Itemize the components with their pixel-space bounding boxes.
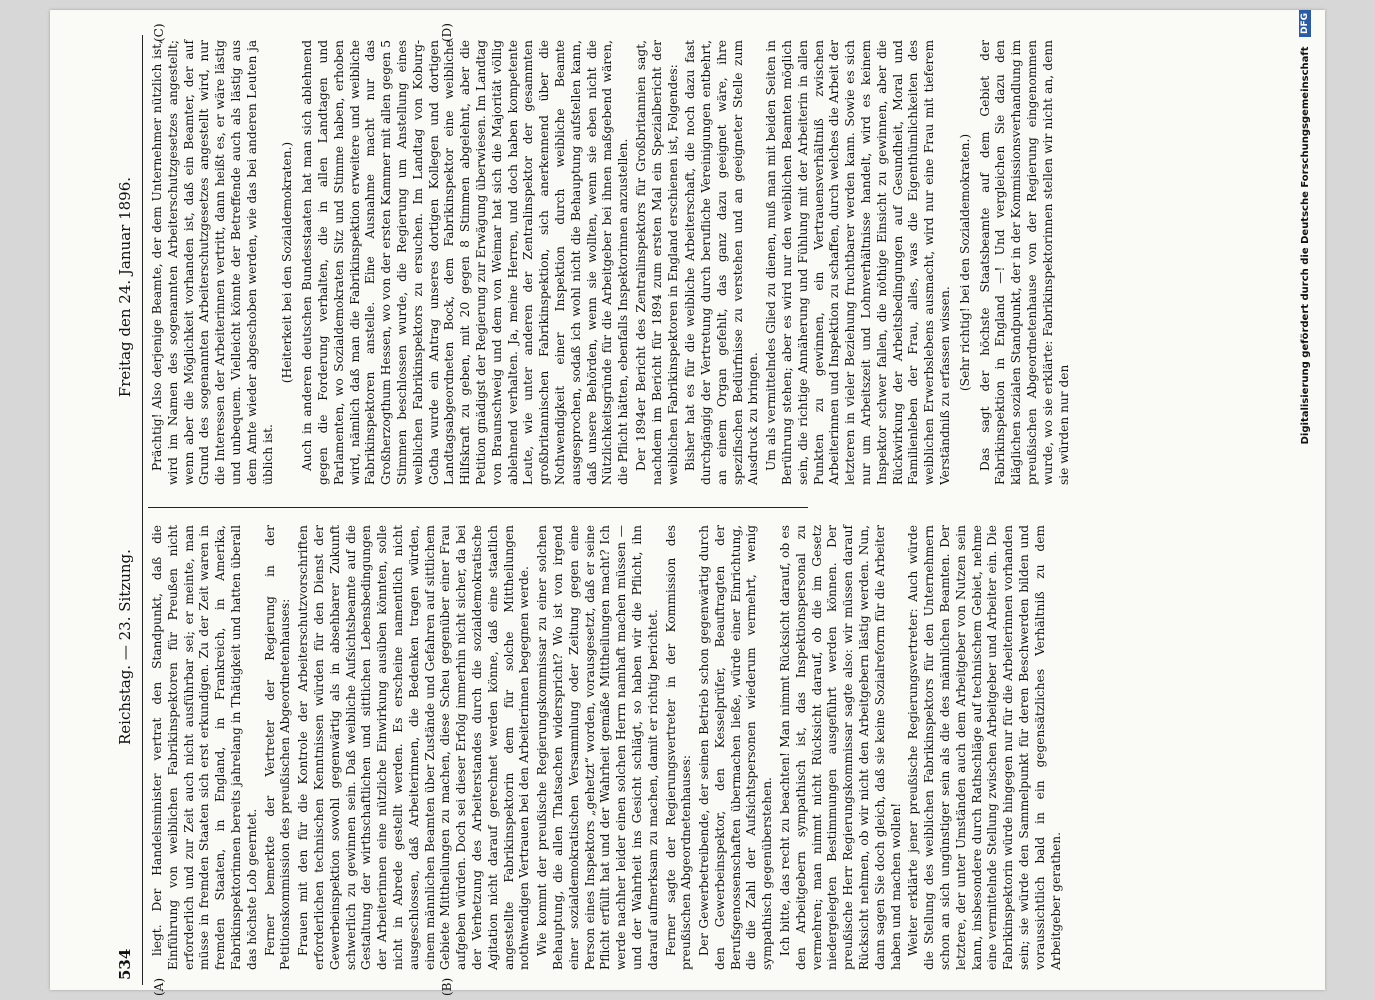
rotated-page [100, 20, 1375, 1000]
paragraph: Der Gewerbetreibende, der seinen Betrieb schon gegenwärtig durch den Gewerbeinspektor, den Kesselprüfer, Beauftragten der Berufsgenossenschaften übermachen ließe, würde einer Einrichtung, die die Zahl der Aufsichtspersonen wiederum vermehrt, wenig sympathisch gegenüberstehen. [697, 525, 775, 970]
margin-marker-a: (A) [152, 977, 166, 996]
session-title: Reichstag. — 23. Sitzung. [116, 549, 134, 745]
paragraph: liegt. Der Handelsminister vertrat den Standpunkt, daß die Einführung von weiblichen Fabrikinspektoren für Preußen nicht erforderlich und zur Zeit auch nicht ausführbar sei; er meinte, man müsse in fremden Staaten sich erst erkundigen. Zu der Zeit waren in fremden Staaten, in England, in Frankreich, in Amerika, Fabrikinspektorinnen bereits jahrelang in Thätigkeit und hatten überall das höchste Lob geerntet. [150, 525, 259, 970]
paragraph: Ich bitte, das recht zu beachten! Man nimmt Rücksicht darauf, ob es den Arbeitgebern sympathisch ist, das Inspektionspersonal zu vermehren; man nimmt nicht Rücksicht darauf, ob die im Gesetz niedergelegten Bestimmungen ausgeführt werden können. Der preußische Herr Regierungskommissar sagte also: wir müssen darauf Rücksicht nehmen, ob wir nicht den Arbeitgebern lästig werden. Nun, dann sagen Sie doch gleich, daß sie keine Sozialreform für die Arbeiter haben und machen wollen! [778, 525, 903, 970]
dfg-logo: DFG [1299, 10, 1311, 37]
margin-marker-b: (B) [440, 977, 454, 996]
paragraph: Ferner bemerkte der Vertreter der Regierung in der Petitionskommission des preußischen Abgeordnetenhauses: [262, 525, 293, 970]
scanned-sheet [50, 10, 1325, 996]
text-column-left [150, 525, 1063, 970]
header-rule [142, 35, 143, 985]
text-column-right [150, 40, 1300, 485]
page-number: 534 [116, 948, 134, 980]
paragraph: Prächtig! Also derjenige Beamte, der dem Unternehmer nützlich ist, wird im Namen des sogenannten Arbeiterschutzgesetzes angestellt; wenn aber die Möglichkeit vorhanden ist, daß ein Beamter, der auf Grund des sogenannten Arbeiterschutzgesetzes angestellt wird, nur die Interessen der Arbeiterinnen vertritt, dann heißt es, er wäre lästig und unbequem. Vielleicht könnte der Betreffende auch als lästig aus dem Amte wieder abgeschoben werden, wie das bei anderen Leuten ja üblich ist. [150, 40, 275, 485]
session-date: Freitag den 24. Januar 1896. [116, 176, 134, 398]
paragraph: Frauen mit den für die Kontrole der Arbeiterschutzvorschriften erforderlichen technischen Kenntnissen würden für den Dienst der Gewerbeinspektion sowohl gegenwärtig als in absehbarer Zukunft schwerlich zu gewinnen sein. Daß weibliche Aufsichtsbeamte auf die Gestaltung der wirthschaftlichen und sittlichen Lebensbedingungen der Arbeiterinnen eine nützliche Einwirkung ausüben könnten, solle nicht in Abrede gestellt werden. Es erscheine namentlich nicht ausgeschlossen, daß Arbeiterinnen, die Bedenken tragen würden, einem männlichen Beamten über Zustände und Gefahren auf sittlichem Gebiete Mittheilungen zu machen, diese Scheu gegenüber einer Frau aufgeben würden. Doch sei dieser Erfolg immerhin nicht sicher, da bei der Verhetzung des Arbeiterstandes durch die sozialdemokratische Agitation nicht darauf gerechnet werden könne, daß eine staatlich angestellte Fabrikinspektorin dem für solche Mittheilungen nothwendigen Vertrauen bei den Arbeiterinnen begegnen werde. [296, 525, 532, 970]
paragraph: Weiter erklärte jener preußische Regierungsvertreter: Auch würde die Stellung des weiblichen Fabrikinspektors für den Unternehmern schon an sich ungünstiger sein als die des männlichen Beamten. Der letztere, der unter Umständen auch dem Arbeitgeber von Nutzen sein kann, insbesondere durch Rathschläge auf technischem Gebiet, nehme eine vermittelnde Stellung zwischen Arbeitgeber und Arbeiter ein. Die Fabrikinspektorin würde hingegen nur für die Arbeiterinnen vorhanden sein; sie würde den Sammelpunkt für deren Beschwerden bilden und voraussichtlich bald in ein gegensätzliches Verhältniß zu dem Arbeitgeber gerathen. [906, 525, 1063, 970]
digitization-credit [1292, 10, 1332, 990]
margin-marker-d: (D) [440, 23, 454, 42]
paragraph: Bisher hat es für die weibliche Arbeiterschaft, die noch dazu fast durchgängig der Vertretung durch berufliche Vereinigungen entbehrt, an einem Organ gefehlt, das ganz dazu geeignet wäre, ihre spezifischen Bedürfnisse zu verstehen und an geeigneter Stelle zum Ausdruck zu bringen. [683, 40, 761, 485]
paragraph: Das sagt der höchste Staatsbeamte auf dem Gebiet der Fabrikinspektion in England —! Und vergleichen Sie dazu den kläglichen sozialen Standpunkt, der in der Kommissionsverhandlung im preußischen Abgeordnetenhause von der Regierung eingenommen wurde, wo sie erklärte: Fabrikinspektorinnen stellen wir nicht an, denn sie würden nur den [977, 40, 1071, 485]
paragraph: Der 1894er Bericht des Zentralinspektors für Großbritannien sagt, nachdem im Bericht für 1894 zum ersten Mal ein Spezialbericht der weiblichen Fabrikinspektoren in England erschienen ist, Folgendes: [633, 40, 680, 485]
page-header [108, 40, 142, 980]
paragraph: Auch in anderen deutschen Bundesstaaten hat man sich ablehnend gegen die Forderung verhalten, die in allen Landtagen und Parlamenten, wo Sozialdemokraten Sitz und Stimme haben, erhoben wird, nämlich daß man die Fabrikinspektion erweitere und weibliche Fabrikinspektoren anstelle. Eine Ausnahme macht nur das Großherzogthum Hessen, wo von der ersten Kammer mit allen gegen 5 Stimmen beschlossen wurde, die Regierung um Anstellung eines weiblichen Fabrikinspektors zu ersuchen. Im Landtag von Koburg-Gotha wurde ein Antrag unseres dortigen Kollegen und dortigen Landtagsabgeordneten Bock, dem Fabrikinspektor eine weibliche Hilfskraft zu geben, mit 20 gegen 8 Stimmen abgelehnt, aber die Petition gnädigst der Regierung zur Erwägung überwiesen. Im Landtag von Braunschweig und dem von Weimar hat sich die Majorität völlig ablehnend verhalten. Ja, meine Herren, und doch haben kompetente Leute, wie unter anderen der Zentralinspektor der gesammten großbritannischen Fabrikinspektion, sich anerkennend über die Nothwendigkeit einer Inspektion durch weibliche Beamte ausgesprochen, sodaß ich wohl nicht die Behauptung aufstellen kann, daß unsere Behörden, wenn sie wollten, wenn sie eben nicht die Nützlichkeitsgründe für die Arbeitgeber bei ihnen maßgebend wären, die Pflicht hätten, ebenfalls Inspektorinnen anzustellen. [300, 40, 631, 485]
interjection: (Sehr richtig! bei den Sozialdemokraten.) [957, 133, 972, 392]
interjection: (Heiterkeit bei den Sozialdemokraten.) [280, 141, 295, 384]
paragraph: Wie kommt der preußische Regierungskommissar zu einer solchen Behauptung, die allen Thatsachen widerspricht? Wo ist von irgend einer sozialdemokratischen Versammlung oder Zeitung gegen eine Person eines Inspektors „gehetzt“ worden, vorausgesetzt, daß er seine Pflicht erfüllt hat und der Wahrheit gemäße Mittheilungen macht? Ich werde nachher leider einen solchen Herrn namhaft machen müssen — und der Wahrheit ins Gesicht schlägt, so haben wir die Pflicht, ihn darauf aufmerksam zu machen, damit er richtig berichtet. [535, 525, 660, 970]
paragraph: Ferner sagte der Regierungsvertreter in der Kommission des preußischen Abgeordnetenhauses: [663, 525, 694, 970]
credit-text: Digitalisierung gefördert durch die Deutsche Forschungsgemeinschaft [1300, 46, 1311, 445]
margin-marker-c: (C) [152, 23, 166, 42]
column-divider [148, 507, 808, 508]
paragraph: Um als vermittelndes Glied zu dienen, muß man mit beiden Seiten in Berührung stehen; aber es wird nur den weiblichen Beamten möglich sein, die richtige Annäherung und Fühlung mit der Arbeiterin in allen Punkten zu gewinnen, ein Vertrauensverhältniß zwischen Arbeiterinnen und Inspektion zu schaffen, durch welches die Arbeit der letzteren in vieler Beziehung fruchtbarer werden kann. Sowie es sich nur um Arbeitszeit und Lohnverhältnisse handelt, wird es keinem Inspektor schwer fallen, die nöthige Einsicht zu gewinnen, aber die Rückwirkung der Arbeitsbedingungen auf Gesundheit, Moral und Familienleben der Frau, alles, was die Eigenthümlichkeiten des weiblichen Erwerbslebens ausmacht, wird nur eine Frau mit tieferem Verständniß zu erfassen wissen. [764, 40, 953, 485]
